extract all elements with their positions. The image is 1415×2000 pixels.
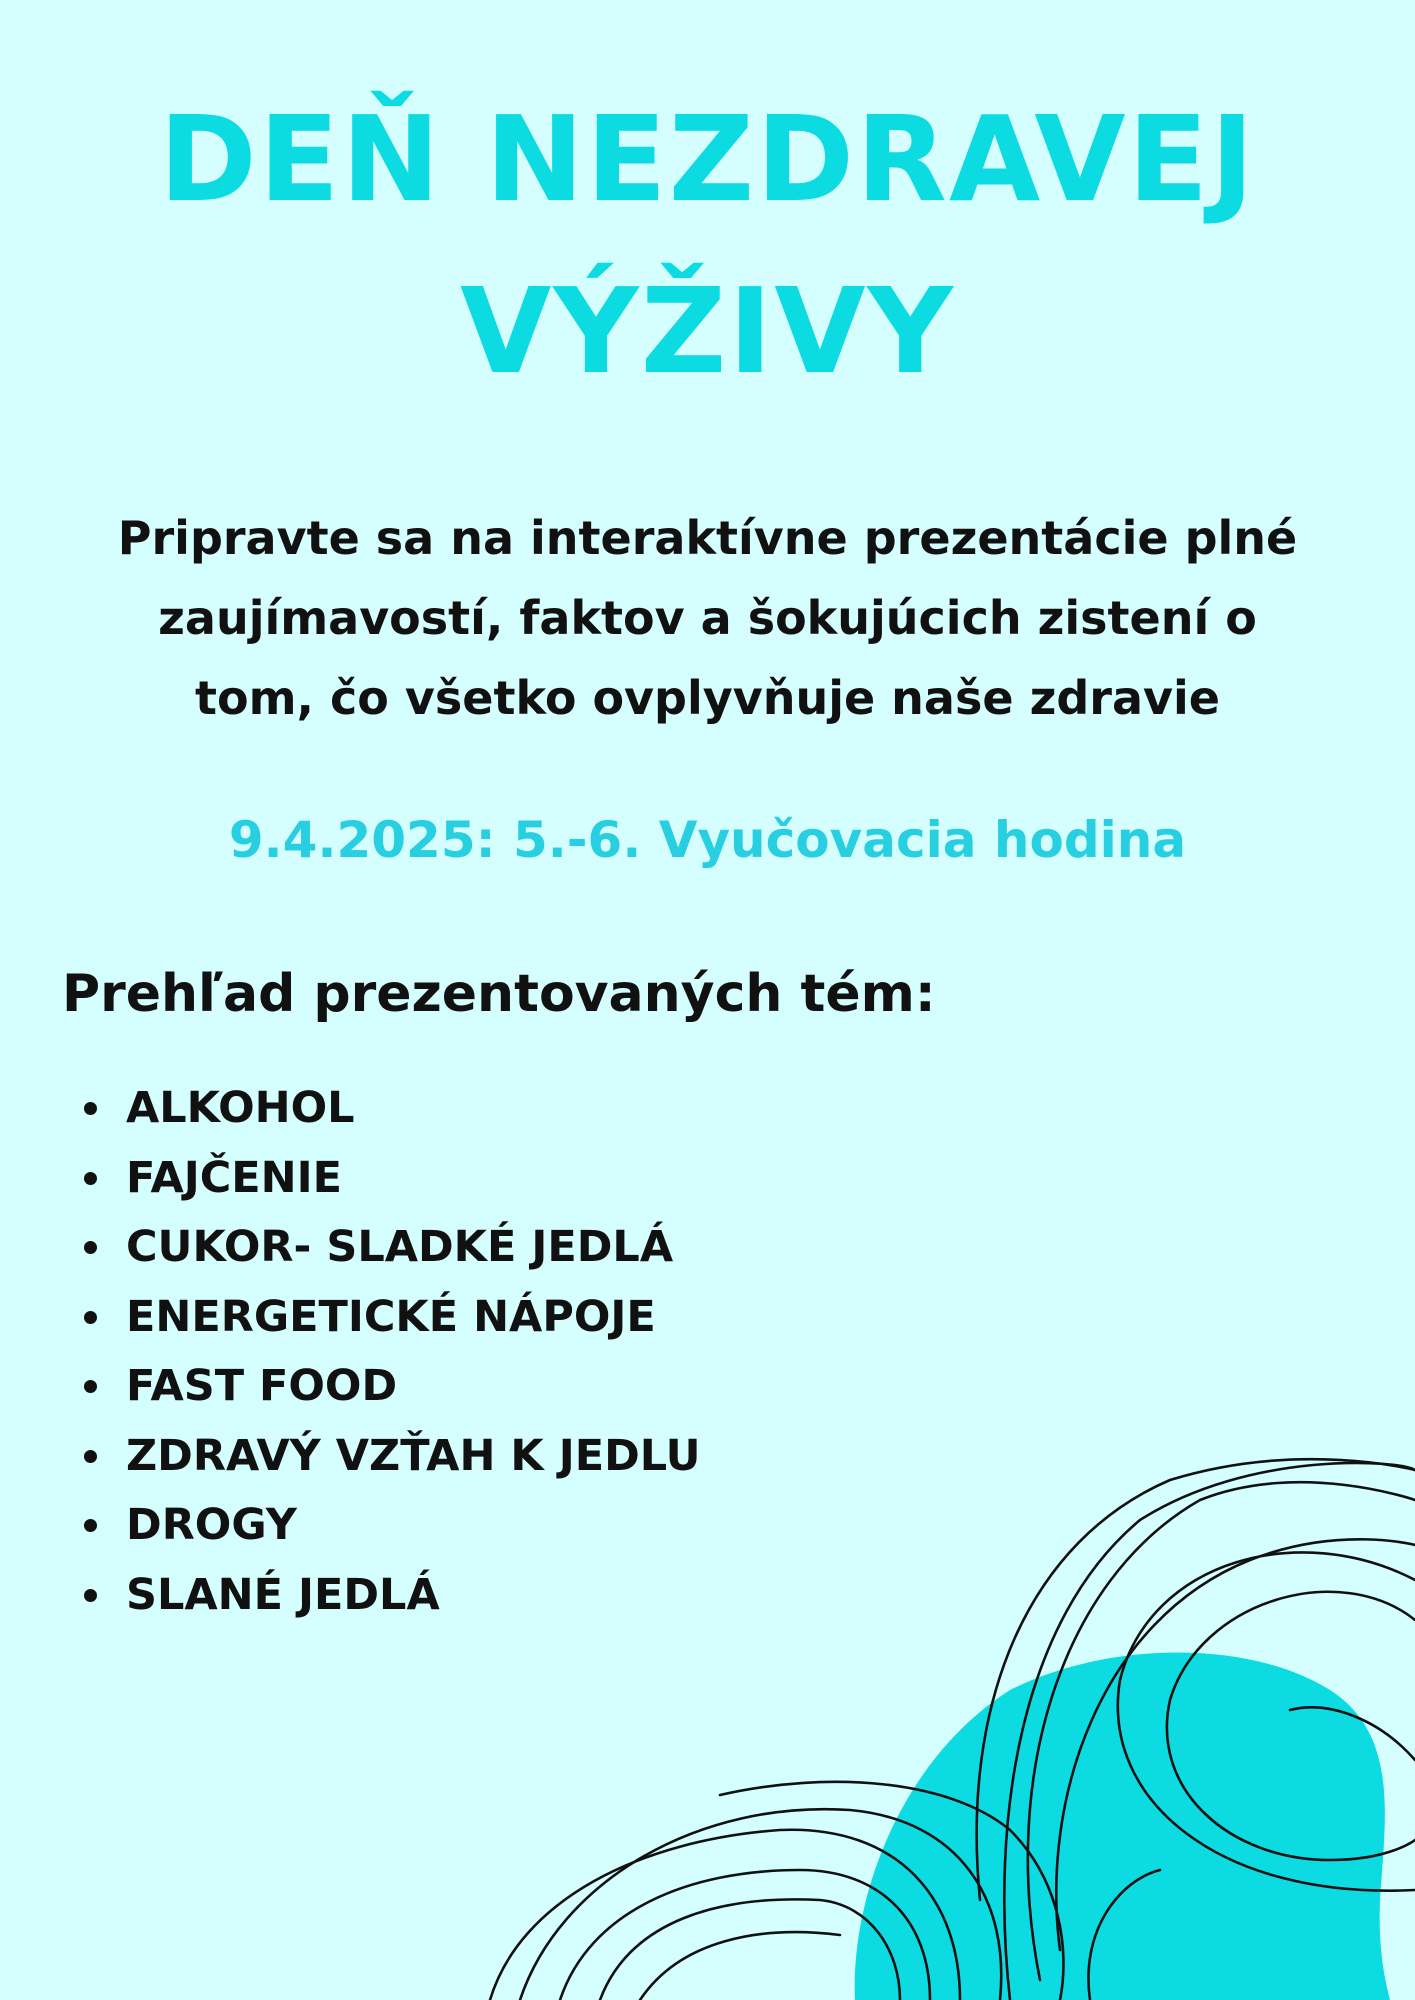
intro-line: Pripravte sa na interaktívne prezentácie plné: [117, 511, 1298, 565]
topics-list: [78, 1080, 701, 1636]
list-item: [78, 1289, 701, 1359]
topic-label: ZDRAVÝ VZŤAH K JEDLU: [126, 1430, 701, 1481]
cyan-blob: [855, 1653, 1390, 2000]
topic-label: CUKOR- SLADKÉ JEDLÁ: [126, 1222, 674, 1272]
list-item: [78, 1150, 701, 1220]
intro-line: tom, čo všetko ovplyvňuje naše zdravie: [195, 671, 1220, 725]
list-item: [78, 1428, 701, 1498]
topic-label: ENERGETICKÉ NÁPOJE: [126, 1291, 656, 1342]
intro-paragraph: [80, 498, 1335, 738]
bullet-icon: [84, 1241, 97, 1254]
bullet-icon: [84, 1102, 97, 1115]
event-date: 9.4.2025: 5.-6. Vyučovacia hodina: [228, 811, 1187, 869]
title-line-1: DEŇ NEZDRAVEJ: [158, 90, 1257, 228]
topic-label: ALKOHOL: [126, 1083, 355, 1133]
topic-label: DROGY: [126, 1500, 297, 1550]
bullet-icon: [84, 1519, 97, 1532]
bullet-icon: [84, 1450, 97, 1463]
bullet-icon: [84, 1172, 97, 1185]
intro-line: zaujímavostí, faktov a šokujúcich zistení o: [158, 591, 1257, 645]
list-item: [78, 1219, 701, 1289]
topic-label: SLANÉ JEDLÁ: [126, 1569, 440, 1620]
topic-label: FAJČENIE: [126, 1152, 343, 1203]
list-item: [78, 1567, 701, 1637]
list-item: [78, 1497, 701, 1567]
list-item: [78, 1080, 701, 1150]
topics-heading: Prehľad prezentovaných tém:: [62, 964, 936, 1024]
bullet-icon: [84, 1311, 97, 1324]
bullet-icon: [84, 1589, 97, 1602]
topic-label: FAST FOOD: [126, 1361, 398, 1411]
title-line-2: VÝŽIVY: [459, 262, 955, 400]
bullet-icon: [84, 1380, 97, 1393]
list-item: [78, 1358, 701, 1428]
